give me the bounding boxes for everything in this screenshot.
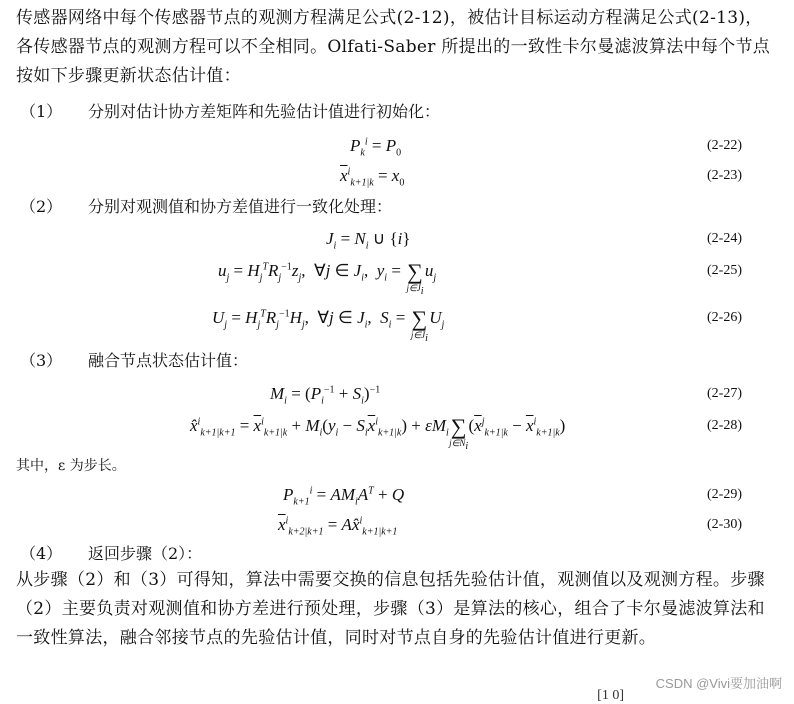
equation-2-29	[0, 480, 794, 510]
step-size-note: 其中，ε 为步长。	[16, 458, 126, 474]
equation-2-22-formula: $P_k^i = P_0$	[350, 136, 402, 159]
sum-symbol: ∑ $j\in J_i$	[406, 259, 424, 297]
equation-2-30	[0, 510, 794, 540]
equation-2-27	[0, 379, 794, 409]
equation-2-27-tag: (2-27)	[707, 386, 742, 401]
step-2-text: 分别对观测值和协方差值进行一致化处理：	[88, 197, 393, 216]
equation-2-23	[0, 161, 794, 191]
step-2	[20, 196, 392, 218]
equation-2-25-tag: (2-25)	[707, 263, 742, 278]
equation-2-26-formula: $U_j = H_j^TR_j^{-1}H_j$, ∀j ∈ $J_i$, $S_i$ = ∑ $j\in J_i$ $U_j$	[212, 306, 445, 344]
equation-2-26-tag: (2-26)	[707, 310, 742, 325]
equation-2-24-tag: (2-24)	[707, 231, 742, 246]
step-4	[20, 543, 202, 565]
equation-2-28-tag: (2-28)	[707, 418, 742, 433]
csdn-watermark: CSDN @Vivi要加油啊	[655, 676, 782, 691]
step-2-number: （2）	[20, 197, 63, 216]
step-3-text: 融合节点状态估计值：	[88, 351, 249, 370]
step-1	[20, 101, 440, 123]
equation-2-26	[0, 303, 794, 344]
step-1-text: 分别对估计协方差矩阵和先验估计值进行初始化：	[88, 102, 441, 121]
equation-2-22	[0, 131, 794, 161]
equation-2-23-tag: (2-23)	[707, 168, 742, 183]
equation-2-30-formula: $\overline{x}^i_{k+2|k+1}$ = Ax̂$^i_{k+1|k+1}$	[278, 515, 398, 538]
equation-2-24	[0, 224, 794, 254]
step-4-text: 返回步骤（2）：	[88, 544, 203, 563]
step-3	[20, 350, 248, 372]
equation-2-22-tag: (2-22)	[707, 138, 742, 153]
equation-2-29-formula: $P_{k+1}^i = AM_iA^T + Q$	[283, 485, 405, 508]
step-3-number: （3）	[20, 351, 63, 370]
equation-2-24-formula: $J_i = N_i$ ∪ {i}	[326, 229, 411, 252]
equation-2-30-tag: (2-30)	[707, 517, 742, 532]
equation-2-25	[0, 256, 794, 297]
step-4-number: （4）	[20, 544, 63, 563]
equation-2-28-formula: x̂$^i_{k+1|k+1}$ = $\overline{x}^i_{k+1|k} + M_i(y_i - S_i\overline{x}^i_{k+1|k}) + \varepsilon M_i\sum$ $j\in N_i$ $(\overline{x}^j_{k+1|k} - \overline{x}^i_{k+1|k})$	[190, 414, 566, 452]
step-1-number: （1）	[20, 102, 63, 121]
equation-2-28	[0, 411, 794, 452]
conclusion-paragraph: 从步骤（2）和（3）可得知，算法中需要交换的信息包括先验估计值，观测值以及观测方程。步骤（2）主要负责对观测值和协方差进行预处理，步骤（3）是算法的核心，组合了卡尔曼滤波算法和一致性算法，融合邻接节点的先验估计值，同时对节点自身的先验估计值进行更新。	[16, 570, 765, 648]
equation-2-23-formula: $\overline{x}^i_{k+1|k} = x_0$	[340, 166, 405, 189]
cropped-matrix-fragment: [1 0]	[597, 688, 624, 703]
equation-2-25-formula: $u_j = H_j^TR_j^{-1}z_j$, ∀j ∈ $J_i$, $y_i$ = ∑ $j\in J_i$ $u_j$	[218, 259, 437, 297]
equation-2-27-formula: $M_i = (P_i^{-1} + S_i)^{-1}$	[270, 384, 381, 407]
equation-2-29-tag: (2-29)	[707, 487, 742, 502]
intro-paragraph: 传感器网络中每个传感器节点的观测方程满足公式(2-12)，被估计目标运动方程满足公式(2-13)，各传感器节点的观测方程可以不全相同。Olfati-Saber 所提出的一致性卡尔曼滤波算法中每个节点按如下步骤更新状态估计值：	[16, 8, 771, 86]
sum-symbol: ∑ $j\in N_i$	[449, 414, 469, 452]
sum-symbol: ∑ $j\in J_i$	[410, 306, 428, 344]
